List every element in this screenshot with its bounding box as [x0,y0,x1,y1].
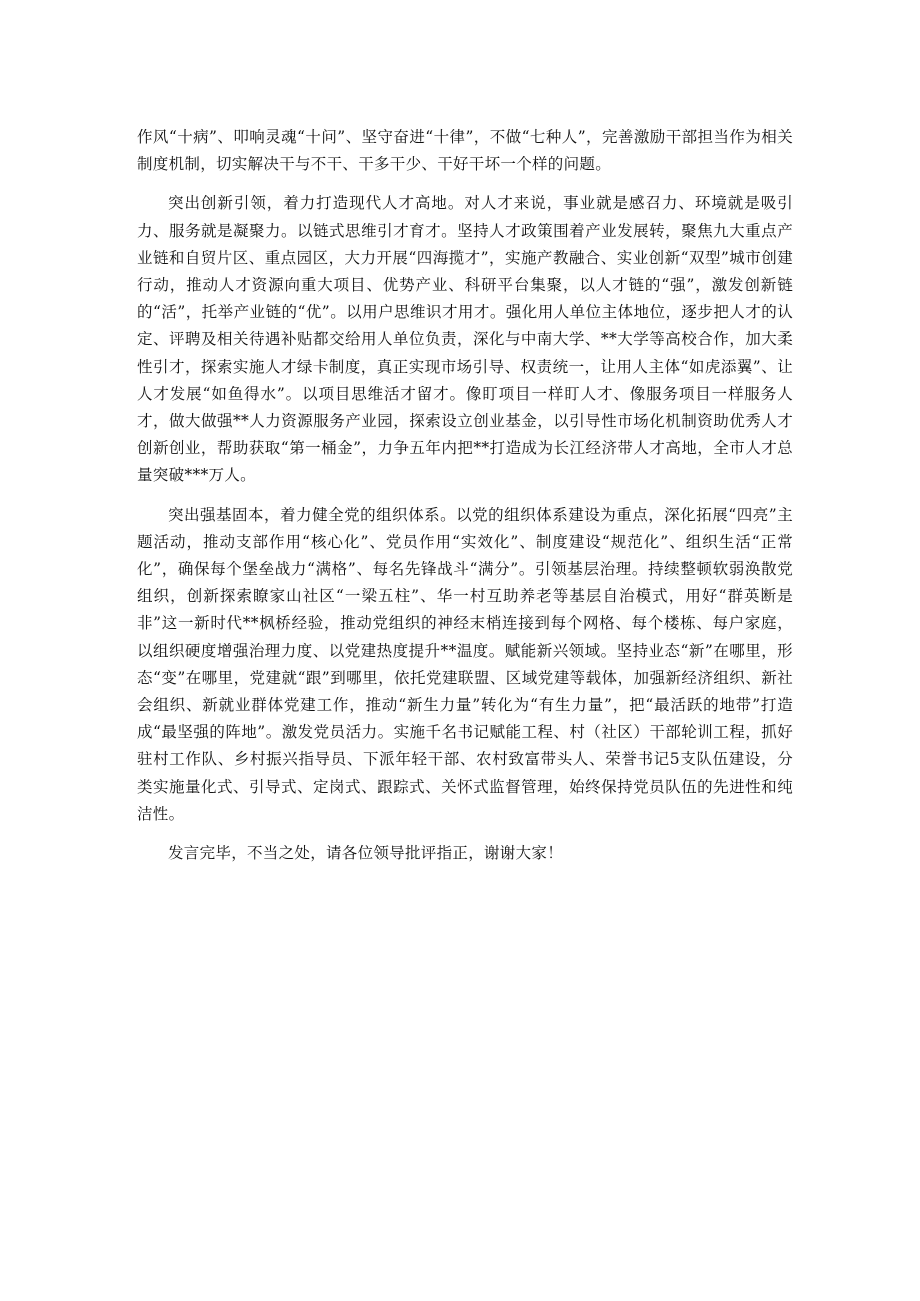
paragraph-continued: 作风“十病”、叩响灵魂“十问”、坚守奋进“十律”，不做“七种人”，完善激励干部担当作为相关制度机制，切实解决干与不干、干多干少、干好干坏一个样的问题。 [137,128,793,174]
document-body [137,124,793,879]
paragraph-closing: 发言完毕，不当之处，请各位领导批评指正，谢谢大家！ [168,844,564,863]
paragraph-innovation: 突出创新引领，着力打造现代人才高地。对人才来说，事业就是感召力、环境就是吸引力、服务就是凝聚力。以链式思维引才育才。坚持人才政策围着产业发展转，聚焦九大重点产业链和自贸片区、重点园区，大力开展“四海揽才”，实施产教融合、实业创新“双型”城市创建行动，推动人才资源向重大项目、优势产业、科研平台集聚，以人才链的“强”，激发创新链的“活”，托举产业链的“优”。以用户思维识才用才。强化用人单位主体地位，逐步把人才的认定、评聘及相关待遇补贴都交给用人单位负责，深化与中南大学、**大学等高校合作，加大柔性引才，探索实施人才绿卡制度，真正实现市场引导、权责统一，让用人主体“如虎添翼”、让人才发展“如鱼得水”。以项目思维活才留才。像盯项目一样盯人才、像服务项目一样服务人才，做大做强**人力资源服务产业园，探索设立创业基金，以引导性市场化机制资助优秀人才创新创业，帮助获取“第一桶金”，力争五年内把**打造成为长江经济带人才高地，全市人才总量突破***万人。 [137,194,793,485]
paragraph-party-organization: 突出强基固本，着力健全党的组织体系。以党的组织体系建设为重点，深化拓展“四亮”主题活动，推动支部作用“核心化”、党员作用“实效化”、制度建设“规范化”、组织生活“正常化”，确保每个堡垒战力“满格”、每名先锋战斗“满分”。引领基层治理。持续整顿软弱涣散党组织，创新探索瞭家山社区“一梁五柱”、华一村互助养老等基层自治模式，用好“群英断是非”这一新时代**枫桥经验，推动党组织的神经末梢连接到每个网格、每个楼栋、每户家庭，以组织硬度增强治理力度、以党建热度提升**温度。赋能新兴领域。坚持业态“新”在哪里，形态“变”在哪里，党建就“跟”到哪里，依托党建联盟、区域党建等载体，加强新经济组织、新社会组织、新就业群体党建工作，推动“新生力量”转化为“有生力量”，把“最活跃的地带”打造成“最坚强的阵地”。激发党员活力。实施千名书记赋能工程、村（社区）干部轮训工程，抓好驻村工作队、乡村振兴指导员、下派年轻干部、农村致富带头人、荣誉书记5支队伍建设，分类实施量化式、引导式、定岗式、跟踪式、关怀式监督管理，始终保持党员队伍的先进性和纯洁性。 [137,505,793,823]
